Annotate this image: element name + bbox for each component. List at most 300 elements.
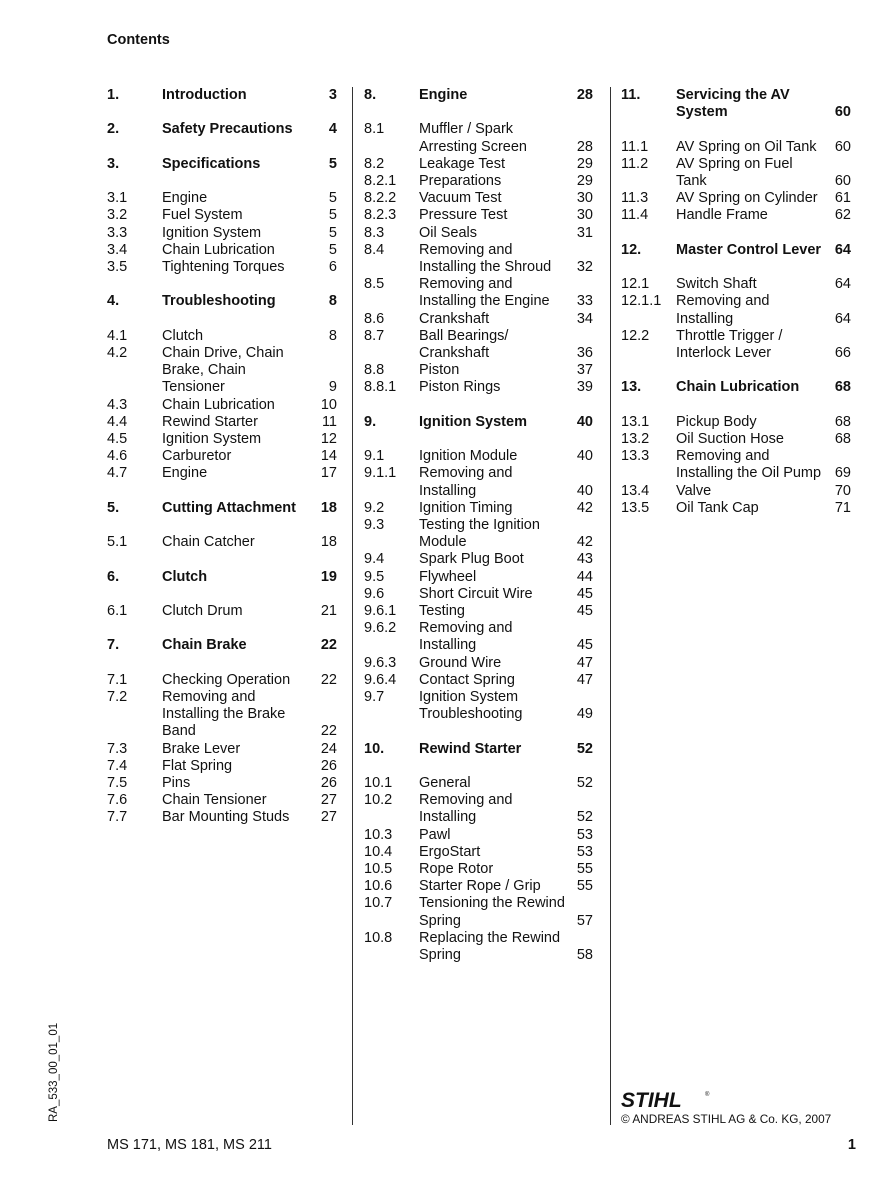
toc-entry-number: 10.5 (364, 861, 393, 878)
toc-entry-title: Ignition System (419, 413, 527, 430)
toc-entry-number: 11.1 (621, 138, 649, 155)
toc-entry-page: 28 (576, 87, 593, 103)
toc-entry-number: 9.4 (364, 551, 385, 568)
toc-entry-page: 27 (320, 792, 337, 809)
toc-entry-number: 1. (107, 87, 120, 103)
toc-entry-title: Rewind Starter (419, 740, 522, 757)
toc-entry-number: 13.3 (621, 448, 650, 465)
toc-entry-number: 8.5 (364, 276, 385, 293)
toc-entry-page: 5 (328, 224, 337, 241)
toc-entry-number: 10.6 (364, 878, 393, 895)
toc-entry-title: Ignition Module (419, 448, 518, 465)
toc-entry-page: 10 (320, 396, 337, 413)
toc-entry-page: 42 (576, 534, 593, 551)
toc-entry-page: 53 (576, 843, 593, 860)
toc-entry-title: Piston Rings (419, 379, 501, 396)
toc-entry-page: 66 (834, 345, 851, 361)
toc-entry-title: Cutting Attachment (162, 499, 296, 516)
toc-entry-number: 12.2 (621, 327, 650, 344)
toc-entry-page: 29 (576, 173, 593, 189)
toc-entry-title: Flat Spring (162, 757, 233, 774)
toc-entry-page: 45 (576, 585, 593, 602)
toc-chapter-row (364, 87, 593, 104)
toc-section-row (621, 207, 851, 224)
toc-section-row (107, 242, 337, 259)
toc-entry-page: 52 (576, 775, 593, 792)
toc-entry-page: 69 (834, 465, 851, 482)
toc-entry-page: 55 (576, 861, 593, 878)
toc-entry-page: 47 (576, 654, 593, 671)
toc-entry-page: 29 (576, 155, 593, 172)
toc-entry-title: Oil Seals (419, 224, 478, 241)
toc-section-row (107, 775, 337, 792)
toc-entry-number: 3.2 (107, 207, 128, 224)
toc-entry-number: 4.6 (107, 448, 128, 465)
toc-entry-title: General (419, 775, 471, 792)
toc-entry-number: 5. (107, 499, 120, 516)
toc-entry-title: Handle Frame (676, 207, 768, 224)
toc-entry-number: 8.3 (364, 224, 385, 241)
toc-entry-title: Spark Plug Boot (419, 551, 524, 568)
toc-entry-title: Leakage Test (419, 155, 505, 172)
toc-entry-title: Replacing the Rewind Spring (419, 929, 561, 964)
toc-entry-number: 3.5 (107, 258, 128, 275)
toc-entry-title: Tightening Torques (162, 258, 285, 275)
toc-entry-title: Engine (162, 465, 208, 482)
toc-entry-page: 4 (328, 121, 337, 138)
toc-section-row (364, 775, 593, 792)
toc-entry-number: 7. (107, 637, 120, 654)
toc-entry-title: Testing (419, 603, 465, 620)
toc-entry-title: Ignition Timing (419, 499, 513, 516)
toc-entry-title: Troubleshooting (162, 293, 276, 310)
toc-entry-number: 9.6 (364, 585, 385, 602)
toc-section-row (364, 448, 593, 465)
toc-section-row (621, 139, 851, 156)
toc-entry-page: 68 (834, 430, 851, 447)
toc-section-row (364, 792, 593, 826)
toc-entry-page: 18 (320, 499, 337, 516)
toc-entry-title: Oil Suction Hose (676, 430, 784, 447)
toc-section-row (107, 672, 337, 689)
toc-entry-page: 21 (320, 602, 337, 619)
toc-entry-page: 57 (576, 912, 593, 929)
toc-entry-number: 10. (364, 740, 385, 757)
toc-entry-number: 6. (107, 568, 120, 585)
toc-entry-number: 12.1 (621, 276, 650, 293)
toc-entry-page: 5 (328, 155, 337, 172)
toc-entry-number: 9. (364, 413, 377, 430)
toc-section-row (621, 500, 851, 517)
toc-entry-page: 34 (576, 310, 593, 327)
document-code: RA_533_00_01_01 (48, 1022, 60, 1122)
toc-entry-title: Removing and Installing the Engine (419, 276, 550, 310)
toc-entry-page: 45 (576, 603, 593, 620)
toc-entry-page: 32 (576, 259, 593, 276)
toc-entry-title: Clutch (162, 327, 204, 344)
toc-section-row (364, 173, 593, 190)
toc-section-row (364, 362, 593, 379)
toc-entry-page: 9 (328, 379, 337, 396)
toc-entry-title: Pickup Body (676, 413, 757, 430)
toc-entry-title: Removing and Installing the Shroud (419, 241, 552, 276)
toc-chapter-row (621, 87, 851, 121)
toc-entry-number: 3.4 (107, 241, 128, 258)
toc-entry-title: Rewind Starter (162, 413, 258, 430)
svg-text:®: ® (705, 1092, 710, 1098)
toc-entry-page: 39 (576, 379, 593, 396)
toc-entry-title: Ignition System Troubleshooting (419, 689, 523, 723)
toc-entry-number: 13.2 (621, 430, 650, 447)
toc-entry-page: 60 (834, 173, 851, 189)
toc-entry-page: 42 (576, 499, 593, 516)
toc-entry-title: Starter Rope / Grip (419, 878, 541, 895)
toc-section-row (364, 620, 593, 654)
toc-entry-number: 4.2 (107, 344, 128, 361)
toc-section-row (364, 379, 593, 396)
toc-section-row (107, 190, 337, 207)
toc-section-row (107, 448, 337, 465)
toc-section-row (621, 431, 851, 448)
copyright-notice: © ANDREAS STIHL AG & Co. KG, 2007 (621, 1112, 832, 1126)
toc-entry-number: 4. (107, 293, 120, 310)
toc-entry-page: 12 (320, 430, 337, 447)
toc-entry-number: 4.5 (107, 430, 128, 447)
toc-entry-title: Safety Precautions (162, 121, 293, 138)
toc-section-row (364, 689, 593, 723)
toc-entry-page: 64 (834, 241, 851, 258)
toc-entry-title: Pins (162, 774, 191, 791)
toc-chapter-row (364, 741, 593, 758)
toc-entry-title: Oil Tank Cap (676, 499, 759, 516)
toc-entry-number: 8.2.1 (364, 173, 397, 189)
toc-section-row (364, 225, 593, 242)
toc-entry-title: Chain Lubrication (676, 379, 800, 396)
toc-chapter-row (107, 500, 337, 517)
toc-section-row (107, 465, 337, 482)
toc-section-row (107, 207, 337, 224)
toc-section-row (621, 448, 851, 482)
toc-entry-number: 10.7 (364, 895, 393, 912)
toc-section-row (107, 259, 337, 276)
toc-entry-title: Pressure Test (419, 207, 508, 224)
toc-entry-number: 8.8.1 (364, 379, 397, 396)
toc-entry-number: 7.7 (107, 809, 128, 826)
toc-entry-page: 53 (576, 826, 593, 843)
toc-entry-number: 7.4 (107, 757, 128, 774)
toc-entry-title: Chain Tensioner (162, 792, 267, 809)
toc-section-row (364, 242, 593, 276)
toc-entry-page: 68 (834, 379, 851, 396)
toc-entry-page: 17 (320, 465, 337, 482)
toc-entry-title: Chain Drive, Chain Brake, Chain Tensioner (162, 344, 284, 396)
toc-entry-number: 8.1 (364, 121, 385, 138)
toc-entry-title: Short Circuit Wire (419, 585, 533, 602)
toc-entry-title: Flywheel (419, 568, 477, 585)
toc-section-row (621, 190, 851, 207)
toc-entry-page: 14 (320, 448, 337, 465)
toc-entry-page: 6 (328, 258, 337, 275)
toc-entry-title: Master Control Lever (676, 241, 822, 258)
toc-entry-number: 7.5 (107, 774, 128, 791)
page-title: Contents (107, 32, 170, 48)
toc-entry-title: Ignition System (162, 224, 262, 241)
toc-section-row (621, 414, 851, 431)
toc-section-row (364, 551, 593, 568)
toc-entry-page: 71 (834, 499, 851, 516)
toc-entry-number: 8.7 (364, 327, 385, 344)
toc-entry-title: Testing the Ignition Module (419, 517, 540, 551)
toc-section-row (107, 534, 337, 551)
toc-section-row (107, 414, 337, 431)
toc-entry-number: 3. (107, 155, 120, 172)
toc-entry-title: Piston (419, 362, 460, 379)
toc-section-row (364, 276, 593, 310)
toc-chapter-row (621, 242, 851, 259)
toc-entry-page: 22 (320, 671, 337, 688)
toc-chapter-row (107, 121, 337, 138)
toc-entry-number: 9.2 (364, 499, 385, 516)
toc-entry-page: 31 (576, 224, 593, 241)
toc-section-row (364, 672, 593, 689)
toc-entry-title: Introduction (162, 87, 247, 103)
toc-entry-title: Valve (676, 482, 712, 499)
toc-entry-number: 9.5 (364, 568, 385, 585)
toc-entry-page: 30 (576, 207, 593, 224)
toc-entry-number: 4.7 (107, 465, 128, 482)
toc-section-row (364, 586, 593, 603)
toc-entry-title: Rope Rotor (419, 861, 494, 878)
toc-entry-title: Clutch Drum (162, 602, 243, 619)
footer-model-list: MS 171, MS 181, MS 211 (107, 1137, 272, 1153)
toc-entry-page: 11 (321, 413, 337, 430)
toc-entry-title: AV Spring on Fuel Tank (676, 155, 793, 189)
toc-section-row (364, 603, 593, 620)
toc-section-row (621, 276, 851, 293)
toc-entry-number: 9.6.4 (364, 671, 397, 688)
toc-section-row (107, 397, 337, 414)
toc-entry-page: 24 (320, 740, 337, 757)
toc-entry-page: 5 (328, 241, 337, 258)
toc-section-row (364, 190, 593, 207)
toc-entry-number: 10.4 (364, 843, 393, 860)
toc-entry-number: 8. (364, 87, 377, 103)
toc-entry-title: Muffler / Spark Arresting Screen (419, 121, 527, 155)
toc-entry-title: Ground Wire (419, 654, 502, 671)
toc-section-row (364, 328, 593, 362)
toc-entry-number: 13.5 (621, 499, 650, 516)
toc-entry-title: ErgoStart (419, 843, 481, 860)
toc-entry-number: 9.6.2 (364, 620, 397, 637)
toc-section-row (364, 930, 593, 964)
column-divider (352, 87, 353, 1125)
toc-entry-title: Chain Brake (162, 637, 247, 654)
toc-entry-page: 22 (320, 637, 337, 654)
toc-section-row (364, 156, 593, 173)
toc-entry-number: 6.1 (107, 602, 128, 619)
toc-section-row (364, 569, 593, 586)
toc-entry-number: 7.1 (107, 671, 128, 688)
toc-entry-page: 61 (834, 190, 851, 207)
toc-section-row (621, 328, 851, 362)
toc-entry-number: 9.3 (364, 517, 385, 534)
toc-entry-number: 9.6.3 (364, 654, 397, 671)
toc-entry-page: 27 (320, 809, 337, 826)
toc-section-row (621, 156, 851, 190)
toc-entry-title: Servicing the AV System (676, 87, 790, 121)
toc-entry-page: 58 (576, 947, 593, 964)
toc-section-row (107, 431, 337, 448)
toc-entry-title: Switch Shaft (676, 276, 757, 293)
toc-chapter-row (107, 156, 337, 173)
toc-entry-title: Contact Spring (419, 671, 515, 688)
toc-entry-title: Pawl (419, 826, 451, 843)
toc-entry-page: 28 (576, 138, 593, 155)
toc-entry-title: Removing and Installing (419, 465, 513, 499)
toc-entry-page: 26 (320, 757, 337, 774)
toc-entry-page: 5 (328, 190, 337, 207)
toc-section-row (107, 328, 337, 345)
toc-entry-title: Bar Mounting Studs (162, 809, 290, 826)
toc-entry-title: Checking Operation (162, 671, 291, 688)
toc-entry-page: 37 (576, 362, 593, 379)
toc-chapter-row (621, 379, 851, 396)
footer-page-number: 1 (847, 1137, 856, 1153)
toc-section-row (107, 809, 337, 826)
toc-entry-title: Tensioning the Rewind Spring (419, 895, 565, 929)
toc-section-row (621, 293, 851, 327)
toc-entry-number: 11.4 (621, 207, 649, 224)
toc-entry-title: Chain Catcher (162, 534, 255, 551)
toc-entry-title: Removing and Installing the Oil Pump (676, 448, 822, 482)
toc-entry-number: 13. (621, 379, 642, 396)
toc-entry-number: 4.3 (107, 396, 128, 413)
toc-column-1 (107, 87, 337, 827)
toc-entry-title: Removing and Installing (676, 293, 770, 327)
toc-entry-page: 45 (576, 637, 593, 654)
toc-entry-title: Removing and Installing (419, 620, 513, 654)
toc-entry-title: Clutch (162, 568, 208, 585)
toc-entry-number: 11.2 (621, 155, 649, 172)
toc-entry-page: 40 (576, 448, 593, 465)
toc-entry-title: Ignition System (162, 430, 262, 447)
toc-entry-title: Engine (162, 190, 208, 207)
toc-section-row (364, 121, 593, 155)
toc-section-row (364, 895, 593, 929)
toc-section-row (364, 500, 593, 517)
toc-entry-page: 64 (834, 276, 851, 293)
svg-text:STIHL: STIHL (621, 1089, 682, 1112)
toc-entry-number: 9.1.1 (364, 465, 397, 482)
toc-entry-page: 19 (320, 568, 337, 585)
toc-entry-number: 3.3 (107, 224, 128, 241)
toc-entry-title: Engine (419, 87, 468, 103)
toc-section-row (107, 225, 337, 242)
toc-entry-number: 10.1 (364, 775, 393, 792)
toc-entry-page: 62 (834, 207, 851, 224)
toc-entry-page: 64 (834, 310, 851, 327)
toc-entry-number: 11.3 (621, 190, 649, 207)
toc-entry-page: 60 (834, 104, 851, 121)
toc-section-row (107, 345, 337, 397)
toc-entry-page: 3 (328, 87, 337, 103)
toc-chapter-row (107, 569, 337, 586)
toc-section-row (107, 689, 337, 741)
toc-entry-page: 43 (576, 551, 593, 568)
toc-section-row (364, 861, 593, 878)
toc-section-row (621, 483, 851, 500)
toc-entry-title: Preparations (419, 173, 502, 189)
toc-entry-number: 10.3 (364, 826, 393, 843)
toc-entry-number: 11. (621, 87, 641, 103)
toc-entry-title: Throttle Trigger / Interlock Lever (676, 327, 783, 361)
toc-entry-title: AV Spring on Cylinder (676, 190, 818, 207)
toc-entry-page: 5 (328, 207, 337, 224)
toc-entry-number: 7.2 (107, 688, 128, 705)
toc-section-row (364, 878, 593, 895)
toc-entry-number: 8.4 (364, 241, 385, 258)
toc-entry-page: 44 (576, 568, 593, 585)
toc-entry-page: 33 (576, 293, 593, 310)
toc-entry-number: 12.1.1 (621, 293, 662, 310)
toc-entry-page: 60 (834, 138, 851, 155)
toc-entry-number: 8.2.3 (364, 207, 397, 224)
toc-entry-title: Fuel System (162, 207, 243, 224)
stihl-logo (621, 1087, 713, 1113)
toc-section-row (364, 827, 593, 844)
toc-section-row (107, 758, 337, 775)
toc-entry-number: 9.7 (364, 689, 385, 706)
toc-entry-page: 40 (576, 413, 593, 430)
toc-section-row (364, 844, 593, 861)
toc-entry-number: 10.2 (364, 792, 393, 809)
toc-entry-page: 47 (576, 671, 593, 688)
toc-entry-number: 9.1 (364, 448, 385, 465)
toc-entry-page: 8 (328, 327, 337, 344)
toc-entry-number: 7.6 (107, 792, 128, 809)
toc-entry-number: 12. (621, 241, 642, 258)
toc-entry-title: Specifications (162, 155, 261, 172)
toc-entry-page: 70 (834, 482, 851, 499)
toc-entry-page: 26 (320, 774, 337, 791)
toc-chapter-row (107, 87, 337, 104)
toc-entry-number: 8.8 (364, 362, 385, 379)
toc-entry-page: 36 (576, 345, 593, 362)
column-divider (610, 87, 611, 1125)
toc-section-row (107, 792, 337, 809)
toc-entry-number: 8.2 (364, 155, 385, 172)
toc-chapter-row (107, 637, 337, 654)
toc-section-row (364, 655, 593, 672)
toc-entry-page: 68 (834, 413, 851, 430)
toc-entry-page: 52 (576, 740, 593, 757)
toc-entry-number: 9.6.1 (364, 603, 397, 620)
toc-entry-number: 7.3 (107, 740, 128, 757)
toc-section-row (364, 311, 593, 328)
toc-entry-title: Chain Lubrication (162, 396, 275, 413)
toc-entry-title: Carburetor (162, 448, 232, 465)
toc-entry-title: Removing and Installing the Brake Band (162, 688, 286, 740)
toc-section-row (364, 517, 593, 551)
toc-entry-title: AV Spring on Oil Tank (676, 138, 817, 155)
toc-entry-page: 49 (576, 706, 593, 723)
toc-entry-number: 8.2.2 (364, 190, 397, 207)
toc-section-row (107, 603, 337, 620)
toc-entry-title: Vacuum Test (419, 190, 502, 207)
toc-section-row (107, 741, 337, 758)
toc-entry-number: 13.1 (621, 413, 650, 430)
toc-entry-number: 10.8 (364, 929, 393, 946)
